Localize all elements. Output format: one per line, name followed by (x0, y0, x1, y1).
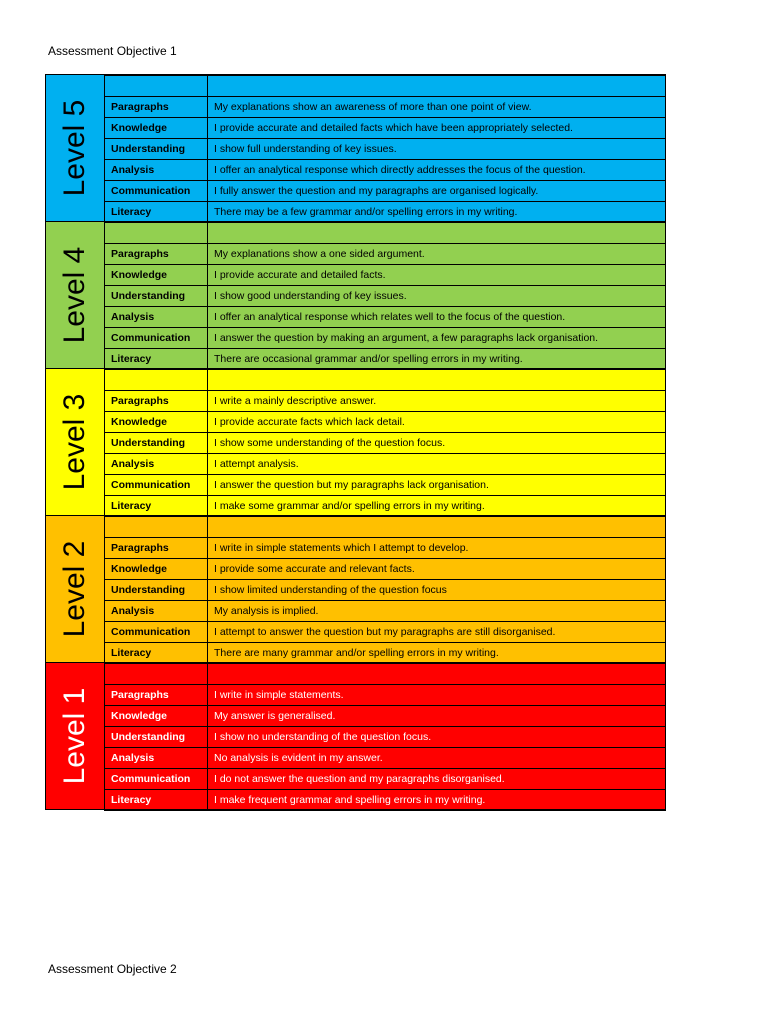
criterion-description: I make frequent grammar and spelling errors in my writing. (214, 794, 486, 806)
level-label: Level 3 (58, 393, 91, 491)
column-divider (207, 181, 208, 201)
blank-header-row (104, 222, 666, 243)
column-divider (207, 349, 208, 369)
criterion-row (104, 306, 666, 327)
criterion-category: Literacy (111, 353, 152, 365)
criterion-row (104, 159, 666, 180)
criterion-category: Paragraphs (111, 395, 169, 407)
column-divider (207, 496, 208, 516)
criterion-category: Paragraphs (111, 101, 169, 113)
criterion-description: I show no understanding of the question focus. (214, 731, 432, 743)
blank-header-row (104, 516, 666, 537)
criterion-row (104, 201, 666, 223)
criterion-row (104, 768, 666, 789)
criterion-category: Literacy (111, 794, 152, 806)
criterion-category: Analysis (111, 164, 155, 176)
criterion-description: I show good understanding of key issues. (214, 290, 407, 302)
criterion-row (104, 243, 666, 264)
criterion-category: Literacy (111, 500, 152, 512)
criterion-category: Paragraphs (111, 542, 169, 554)
level-rows (104, 369, 666, 515)
criterion-row (104, 264, 666, 285)
criterion-row (104, 432, 666, 453)
level-block (46, 75, 666, 221)
level-rows (104, 516, 666, 662)
criterion-description: I fully answer the question and my paragraphs are organised logically. (214, 185, 539, 197)
column-divider (207, 433, 208, 453)
column-divider (207, 97, 208, 117)
column-divider (207, 601, 208, 621)
criterion-category: Knowledge (111, 122, 168, 134)
level-block (46, 221, 666, 368)
criterion-description: I make some grammar and/or spelling errors in my writing. (214, 500, 485, 512)
column-divider (207, 727, 208, 747)
level-rows (104, 663, 666, 809)
criterion-category: Analysis (111, 311, 155, 323)
level-label-cell (46, 75, 104, 221)
criterion-category: Literacy (111, 206, 152, 218)
criterion-category: Understanding (111, 584, 186, 596)
criterion-category: Paragraphs (111, 248, 169, 260)
criterion-description: No analysis is evident in my answer. (214, 752, 383, 764)
criterion-row (104, 537, 666, 558)
criterion-category: Communication (111, 773, 191, 785)
column-divider (207, 454, 208, 474)
criterion-category: Understanding (111, 437, 186, 449)
level-label: Level 5 (58, 99, 91, 197)
column-divider (207, 139, 208, 159)
heading-assessment-objective-2: Assessment Objective 2 (48, 962, 177, 976)
criterion-row (104, 453, 666, 474)
criterion-category: Communication (111, 185, 191, 197)
criterion-row (104, 600, 666, 621)
criterion-category: Knowledge (111, 563, 168, 575)
criterion-category: Analysis (111, 752, 155, 764)
criterion-row (104, 411, 666, 432)
criterion-row (104, 726, 666, 747)
criterion-category: Communication (111, 479, 191, 491)
criterion-description: There are occasional grammar and/or spelling errors in my writing. (214, 353, 523, 365)
criterion-row (104, 789, 666, 811)
level-label-cell (46, 222, 104, 368)
criterion-description: My explanations show an awareness of more than one point of view. (214, 101, 532, 113)
column-divider (207, 202, 208, 222)
blank-header-row (104, 663, 666, 684)
column-divider (207, 664, 208, 684)
criterion-row (104, 180, 666, 201)
level-label-cell (46, 369, 104, 515)
column-divider (207, 580, 208, 600)
column-divider (207, 643, 208, 663)
column-divider (207, 769, 208, 789)
criterion-description: I answer the question by making an argument, a few paragraphs lack organisation. (214, 332, 599, 344)
criterion-row (104, 348, 666, 370)
criterion-row (104, 474, 666, 495)
criterion-description: I write a mainly descriptive answer. (214, 395, 377, 407)
column-divider (207, 118, 208, 138)
criterion-category: Analysis (111, 605, 155, 617)
criterion-row (104, 705, 666, 726)
criterion-row (104, 621, 666, 642)
column-divider (207, 244, 208, 264)
criterion-category: Knowledge (111, 710, 168, 722)
criterion-row (104, 117, 666, 138)
column-divider (207, 223, 208, 243)
column-divider (207, 391, 208, 411)
column-divider (207, 685, 208, 705)
column-divider (207, 538, 208, 558)
criterion-row (104, 684, 666, 705)
column-divider (207, 286, 208, 306)
criterion-description: I attempt to answer the question but my paragraphs are still disorganised. (214, 626, 556, 638)
criterion-row (104, 642, 666, 664)
criterion-description: I provide accurate and detailed facts. (214, 269, 386, 281)
level-rows (104, 75, 666, 221)
column-divider (207, 622, 208, 642)
criterion-category: Knowledge (111, 269, 168, 281)
criterion-category: Understanding (111, 143, 186, 155)
criterion-description: I provide some accurate and relevant facts. (214, 563, 415, 575)
column-divider (207, 412, 208, 432)
column-divider (207, 790, 208, 810)
level-block (46, 662, 666, 809)
level-label: Level 1 (58, 687, 91, 785)
criterion-description: I answer the question but my paragraphs lack organisation. (214, 479, 489, 491)
criterion-category: Literacy (111, 647, 152, 659)
column-divider (207, 475, 208, 495)
criterion-description: My explanations show a one sided argument. (214, 248, 425, 260)
blank-header-row (104, 369, 666, 390)
criterion-row (104, 285, 666, 306)
column-divider (207, 265, 208, 285)
criterion-description: I write in simple statements. (214, 689, 344, 701)
criterion-description: I write in simple statements which I attempt to develop. (214, 542, 469, 554)
level-label-cell (46, 516, 104, 662)
criterion-description: There may be a few grammar and/or spelling errors in my writing. (214, 206, 518, 218)
criterion-description: I offer an analytical response which directly addresses the focus of the question. (214, 164, 586, 176)
criterion-description: I do not answer the question and my paragraphs disorganised. (214, 773, 505, 785)
criterion-category: Knowledge (111, 416, 168, 428)
level-rows (104, 222, 666, 368)
criterion-category: Communication (111, 626, 191, 638)
criterion-row (104, 747, 666, 768)
criterion-category: Analysis (111, 458, 155, 470)
level-block (46, 515, 666, 662)
criterion-row (104, 96, 666, 117)
column-divider (207, 160, 208, 180)
criterion-row (104, 138, 666, 159)
level-label: Level 4 (58, 246, 91, 344)
column-divider (207, 370, 208, 390)
column-divider (207, 76, 208, 96)
criterion-description: I provide accurate and detailed facts which have been appropriately selected. (214, 122, 573, 134)
criterion-description: I attempt analysis. (214, 458, 299, 470)
criterion-description: My analysis is implied. (214, 605, 319, 617)
criterion-category: Communication (111, 332, 191, 344)
criterion-description: I provide accurate facts which lack detail. (214, 416, 405, 428)
criterion-row (104, 327, 666, 348)
criterion-description: I show full understanding of key issues. (214, 143, 397, 155)
level-label: Level 2 (58, 540, 91, 638)
column-divider (207, 559, 208, 579)
criterion-category: Understanding (111, 290, 186, 302)
criterion-description: There are many grammar and/or spelling errors in my writing. (214, 647, 499, 659)
criterion-category: Paragraphs (111, 689, 169, 701)
criterion-row (104, 390, 666, 411)
criterion-row (104, 558, 666, 579)
criterion-description: I offer an analytical response which relates well to the focus of the question. (214, 311, 566, 323)
criterion-description: I show limited understanding of the question focus (214, 584, 447, 596)
criterion-row (104, 495, 666, 517)
level-block (46, 368, 666, 515)
criterion-category: Understanding (111, 731, 186, 743)
column-divider (207, 748, 208, 768)
column-divider (207, 706, 208, 726)
blank-header-row (104, 75, 666, 96)
criterion-description: I show some understanding of the question focus. (214, 437, 446, 449)
level-label-cell (46, 663, 104, 809)
criterion-row (104, 579, 666, 600)
heading-assessment-objective-1: Assessment Objective 1 (48, 44, 177, 58)
column-divider (207, 307, 208, 327)
column-divider (207, 517, 208, 537)
criterion-description: My answer is generalised. (214, 710, 336, 722)
column-divider (207, 328, 208, 348)
assessment-rubric-table (45, 74, 666, 810)
